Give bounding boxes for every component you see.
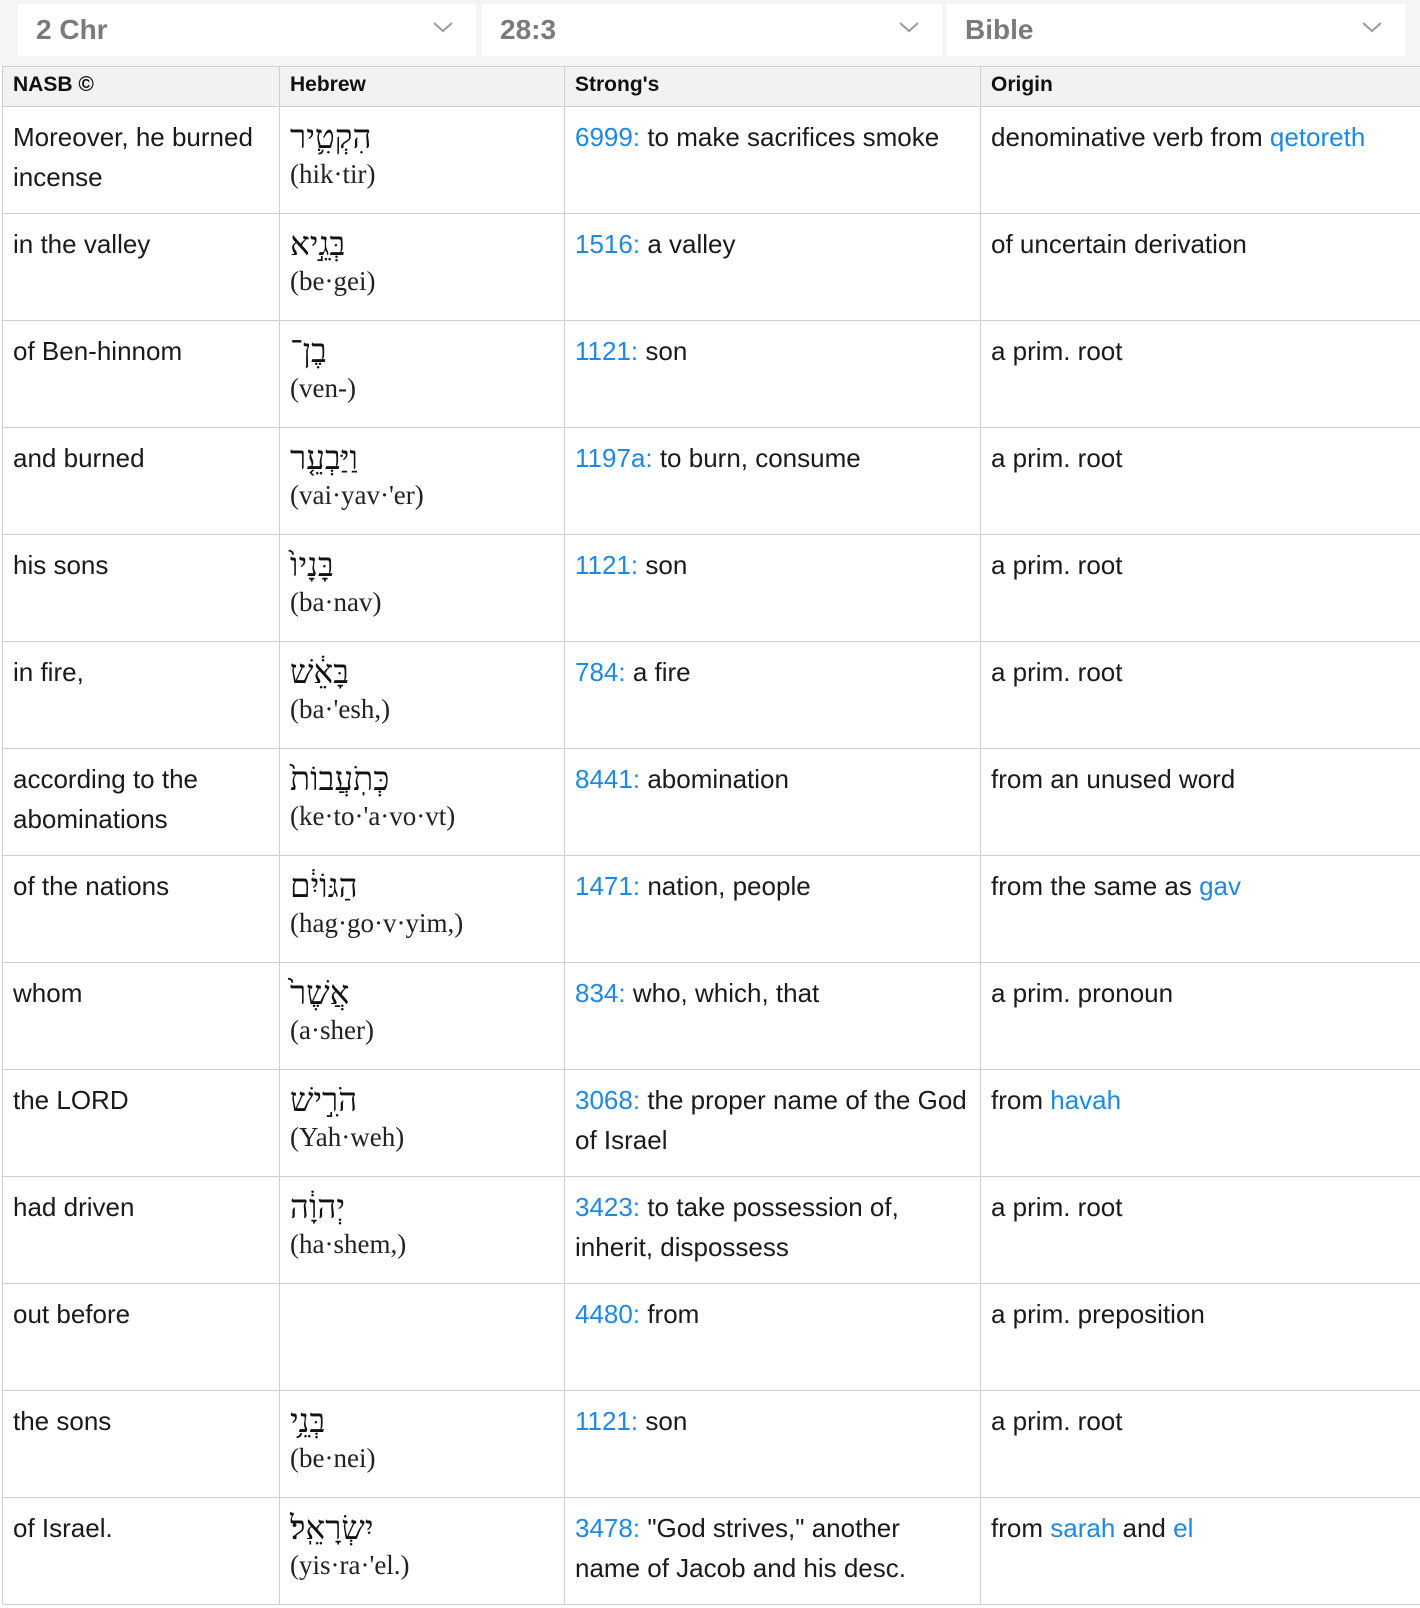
english-phrase: the LORD — [3, 1070, 280, 1177]
table-row — [3, 1070, 1420, 1177]
hebrew-word: בָּנָיו֙ — [290, 545, 334, 584]
hebrew-cell — [280, 321, 565, 428]
origin-root-link[interactable]: havah — [1050, 1085, 1122, 1115]
column-header-nasb: NASB © — [3, 67, 280, 107]
origin-text: from an unused word — [991, 764, 1236, 794]
strongs-definition: son — [645, 550, 688, 580]
origin-text: from — [991, 1513, 1051, 1543]
mode-select[interactable] — [947, 4, 1405, 56]
origin-root-link[interactable]: qetoreth — [1269, 122, 1366, 152]
transliteration: (Yah·weh) — [290, 1122, 405, 1152]
hebrew-cell — [280, 856, 565, 963]
english-phrase: of Ben-hinnom — [3, 321, 280, 428]
strongs-number-link[interactable]: 1197a: — [575, 443, 653, 473]
hebrew-cell — [280, 1177, 565, 1284]
table-row — [3, 963, 1420, 1070]
hebrew-cell — [280, 107, 565, 214]
strongs-definition: son — [645, 1406, 688, 1436]
column-header-hebrew: Hebrew — [280, 67, 565, 107]
origin-text: denominative verb from — [991, 122, 1270, 152]
strongs-number-link[interactable]: 1471: — [575, 871, 641, 901]
table-body — [3, 107, 1420, 1605]
hebrew-word: וַיַּבְעֵ֤ר — [290, 438, 358, 477]
book-select-value: 2 Chr — [36, 14, 108, 45]
strongs-definition: to make sacrifices smoke — [647, 122, 940, 152]
origin-cell — [981, 963, 1420, 1070]
hebrew-cell — [280, 428, 565, 535]
strongs-cell — [565, 1391, 981, 1498]
origin-cell — [981, 1498, 1420, 1605]
origin-text: a prim. root — [991, 550, 1123, 580]
hebrew-word: בָּאֵ֔שׁ — [290, 652, 350, 691]
hebrew-cell — [280, 1391, 565, 1498]
table-row — [3, 856, 1420, 963]
origin-cell — [981, 107, 1420, 214]
strongs-definition: who, which, that — [632, 978, 820, 1008]
origin-cell — [981, 428, 1420, 535]
verse-select-value: 28:3 — [500, 14, 557, 45]
strongs-number-link[interactable]: 8441: — [575, 764, 641, 794]
origin-cell — [981, 214, 1420, 321]
strongs-number-link[interactable]: 1121: — [575, 550, 639, 580]
transliteration: (ba·'esh,) — [290, 694, 391, 724]
origin-text: from — [991, 1085, 1051, 1115]
english-phrase: Moreover, he burned incense — [3, 107, 280, 214]
origin-cell — [981, 535, 1420, 642]
origin-text: a prim. preposition — [991, 1299, 1205, 1329]
strongs-cell — [565, 321, 981, 428]
english-phrase: of Israel. — [3, 1498, 280, 1605]
hebrew-word: אֲשֶׁר֙ — [290, 973, 350, 1012]
strongs-definition: nation, people — [647, 871, 811, 901]
transliteration: (vai·yav·'er) — [290, 480, 424, 510]
column-header-origin: Origin — [981, 67, 1420, 107]
origin-text: and — [1115, 1513, 1174, 1543]
book-select[interactable] — [18, 4, 476, 56]
strongs-number-link[interactable]: 1516: — [575, 229, 641, 259]
chevron-down-icon[interactable] — [432, 20, 454, 34]
transliteration: (ke·to·'a·vo·vt) — [290, 801, 456, 831]
strongs-number-link[interactable]: 784: — [575, 657, 626, 687]
origin-cell — [981, 1070, 1420, 1177]
origin-root-link[interactable]: el — [1173, 1513, 1194, 1543]
transliteration: (be·nei) — [290, 1443, 376, 1473]
table-row — [3, 214, 1420, 321]
english-phrase: the sons — [3, 1391, 280, 1498]
origin-text: a prim. pronoun — [991, 978, 1174, 1008]
hebrew-word: הֹרִ֣ישׁ — [290, 1080, 358, 1119]
strongs-definition: a fire — [632, 657, 691, 687]
table-row — [3, 1284, 1420, 1391]
strongs-number-link[interactable]: 1121: — [575, 1406, 639, 1436]
table-row — [3, 428, 1420, 535]
strongs-number-link[interactable]: 4480: — [575, 1299, 641, 1329]
origin-root-link[interactable]: sarah — [1050, 1513, 1116, 1543]
table-row — [3, 321, 1420, 428]
transliteration: (yis·ra·'el.) — [290, 1550, 410, 1580]
hebrew-word: יִשְׂרָאֵֽל׃ — [290, 1508, 374, 1547]
reference-toolbar — [0, 0, 1420, 66]
origin-cell — [981, 1391, 1420, 1498]
transliteration: (be·gei) — [290, 266, 376, 296]
hebrew-cell — [280, 1070, 565, 1177]
hebrew-cell — [280, 642, 565, 749]
column-header-strongs: Strong's — [565, 67, 981, 107]
origin-cell — [981, 1284, 1420, 1391]
strongs-number-link[interactable]: 1121: — [575, 336, 639, 366]
table-row — [3, 1177, 1420, 1284]
table-row — [3, 749, 1420, 856]
origin-cell — [981, 1177, 1420, 1284]
table-row — [3, 642, 1420, 749]
interlinear-table — [2, 66, 1420, 1605]
strongs-cell — [565, 963, 981, 1070]
english-phrase: in fire, — [3, 642, 280, 749]
transliteration: (a·sher) — [290, 1015, 374, 1045]
english-phrase: in the valley — [3, 214, 280, 321]
transliteration: (ven-) — [290, 373, 356, 403]
transliteration: (ha·shem,) — [290, 1229, 407, 1259]
origin-root-link[interactable]: gav — [1199, 871, 1241, 901]
strongs-cell — [565, 1070, 981, 1177]
strongs-cell — [565, 214, 981, 321]
strongs-cell — [565, 1284, 981, 1391]
origin-cell — [981, 749, 1420, 856]
origin-cell — [981, 321, 1420, 428]
origin-text: of uncertain derivation — [991, 229, 1247, 259]
chevron-down-icon[interactable] — [1361, 20, 1383, 34]
hebrew-word: בְּנֵ֥י — [290, 1401, 326, 1440]
hebrew-word: הַגּוֹיִ֔ם — [290, 866, 358, 905]
english-phrase: of the nations — [3, 856, 280, 963]
strongs-number-link[interactable]: 3423: — [575, 1192, 641, 1222]
strongs-definition: son — [645, 336, 688, 366]
english-phrase: out before — [3, 1284, 280, 1391]
strongs-definition: the proper name of the God of Israel — [575, 1085, 967, 1155]
strongs-cell — [565, 428, 981, 535]
strongs-cell — [565, 535, 981, 642]
hebrew-word: יְהוָ֔ה — [290, 1187, 346, 1226]
table-row — [3, 535, 1420, 642]
transliteration: (hik·tir) — [290, 159, 376, 189]
table-row — [3, 1391, 1420, 1498]
strongs-number-link[interactable]: 834: — [575, 978, 626, 1008]
hebrew-cell — [280, 1498, 565, 1605]
hebrew-word: הִקְטִ֛יר — [290, 117, 372, 156]
strongs-definition: to burn, consume — [659, 443, 861, 473]
origin-text: a prim. root — [991, 1406, 1123, 1436]
hebrew-word: כְּתֹֽעֲבוֹת֙ — [290, 759, 390, 798]
verse-select[interactable] — [482, 4, 942, 56]
strongs-cell — [565, 642, 981, 749]
hebrew-cell — [280, 1284, 565, 1391]
hebrew-cell — [280, 214, 565, 321]
strongs-cell — [565, 749, 981, 856]
origin-text: a prim. root — [991, 336, 1123, 366]
english-phrase: according to the abominations — [3, 749, 280, 856]
origin-text: from the same as — [991, 871, 1200, 901]
table-header-row — [3, 67, 1420, 107]
strongs-cell — [565, 856, 981, 963]
origin-cell — [981, 642, 1420, 749]
strongs-definition: to take possession of, inherit, dispossess — [575, 1192, 899, 1262]
english-phrase: whom — [3, 963, 280, 1070]
hebrew-word: בְּגֵ֣יא — [290, 224, 346, 263]
english-phrase: his sons — [3, 535, 280, 642]
hebrew-cell — [280, 963, 565, 1070]
english-phrase: had driven — [3, 1177, 280, 1284]
table-row — [3, 107, 1420, 214]
strongs-definition: from — [647, 1299, 700, 1329]
origin-text: a prim. root — [991, 657, 1123, 687]
strongs-number-link[interactable]: 3068: — [575, 1085, 641, 1115]
hebrew-cell — [280, 749, 565, 856]
strongs-cell — [565, 1498, 981, 1605]
transliteration: (ba·nav) — [290, 587, 382, 617]
transliteration: (hag·go·v·yim,) — [290, 908, 464, 938]
mode-select-value: Bible — [965, 14, 1034, 45]
strongs-cell — [565, 107, 981, 214]
strongs-number-link[interactable]: 6999: — [575, 122, 641, 152]
origin-text: a prim. root — [991, 443, 1123, 473]
strongs-number-link[interactable]: 3478: — [575, 1513, 641, 1543]
hebrew-cell — [280, 535, 565, 642]
strongs-definition: a valley — [647, 229, 736, 259]
strongs-cell — [565, 1177, 981, 1284]
hebrew-word: בֶן־ — [290, 331, 327, 370]
origin-text: a prim. root — [991, 1192, 1123, 1222]
strongs-definition: "God strives," another name of Jacob and his desc. — [575, 1513, 906, 1583]
strongs-definition: abomination — [647, 764, 789, 794]
origin-cell — [981, 856, 1420, 963]
table-row — [3, 1498, 1420, 1605]
chevron-down-icon[interactable] — [898, 20, 920, 34]
english-phrase: and burned — [3, 428, 280, 535]
